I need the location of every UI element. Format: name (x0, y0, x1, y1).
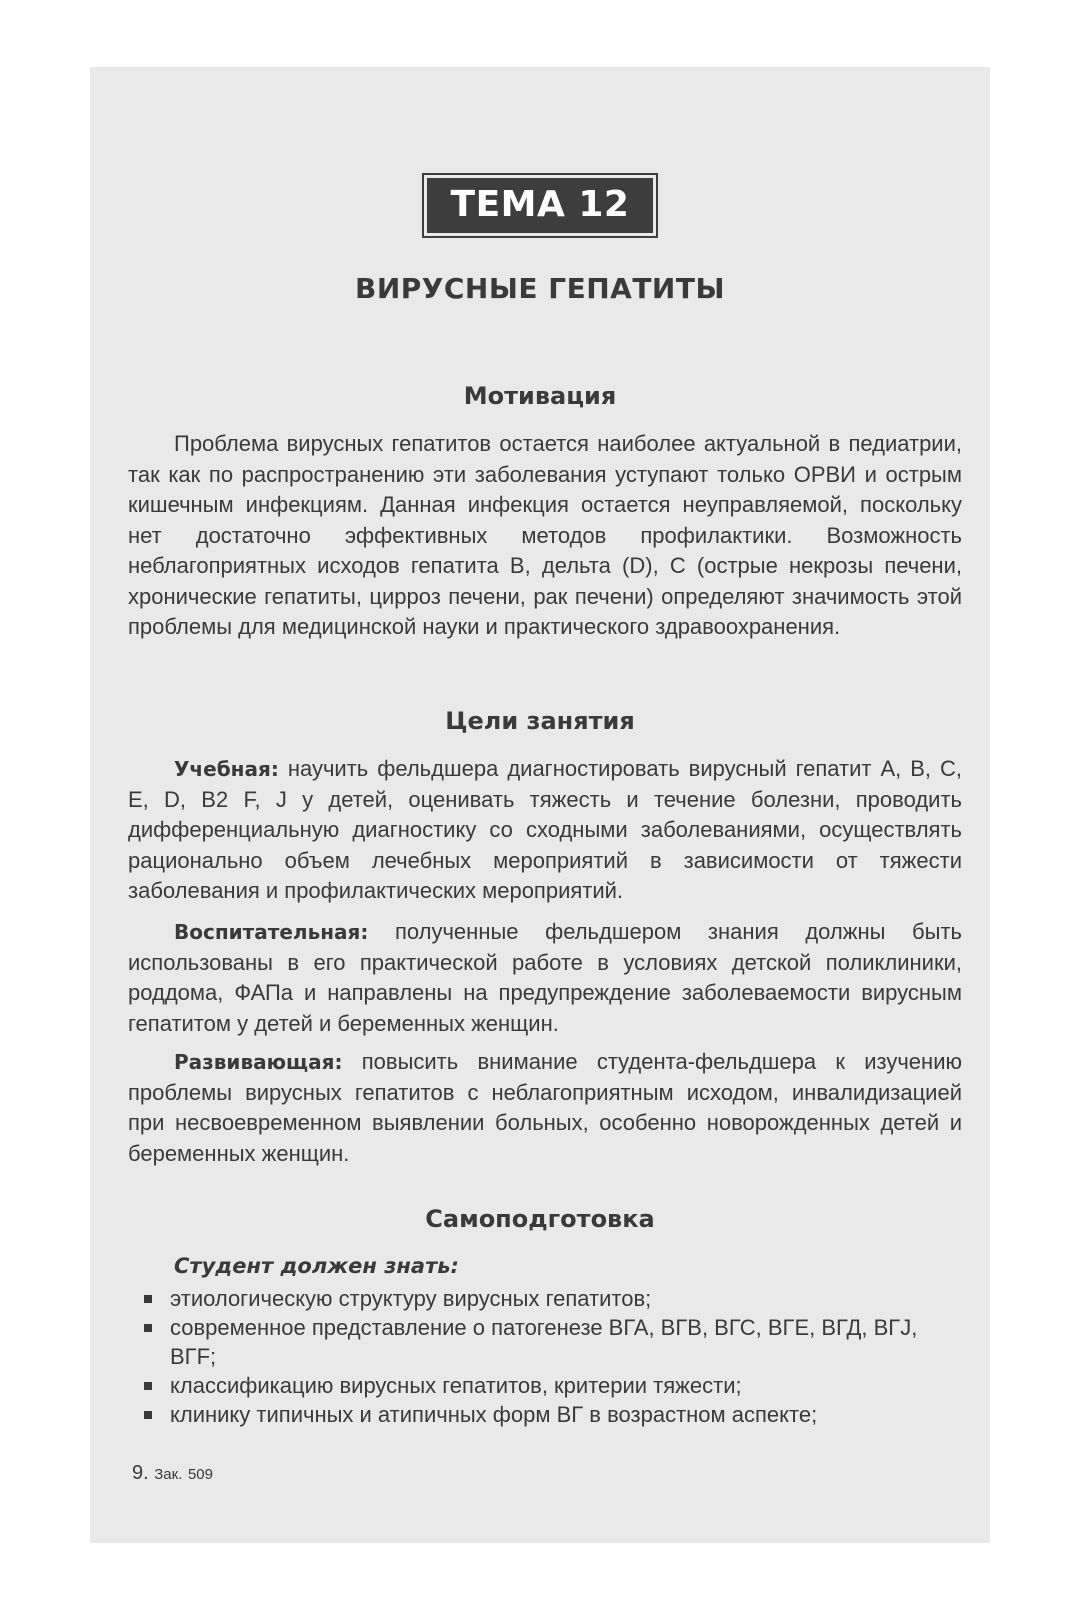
page-title: ВИРУСНЫЕ ГЕПАТИТЫ (355, 272, 725, 305)
goal-upbringing-text: полученные фельдшером знания должны быть использованы в его практической работе в условиях детской поликлиники, роддома, ФАПа и направлены на предупреждение заболеваемости вирусным гепатитом у детей и беременных женщин. (128, 919, 962, 1036)
footer-order: Зак. (154, 1466, 183, 1483)
list-item: современное представление о патогенезе ВГА, ВГВ, ВГС, ВГЕ, ВГД, ВГJ, ВГF; (128, 1313, 928, 1371)
footer-number: 509 (187, 1466, 213, 1483)
selfprep-subheading: Студент должен знать: (174, 1254, 459, 1278)
knowledge-list (128, 1284, 928, 1429)
topic-badge: ТЕМА 12 (424, 175, 657, 236)
goals-heading: Цели занятия (445, 707, 635, 735)
list-item: этиологическую структуру вирусных гепатитов; (128, 1284, 928, 1313)
page-footer (132, 1462, 213, 1485)
goal-educational-text: научить фельдшера диагностировать вирусный гепатит А, В, С, Е, D, В2 F, J у детей, оценивать тяжесть и течение болезни, проводить дифференциальную диагностику со сходными заболеваниями, осуществлять рационально объем лечебных мероприятий в зависимости от тяжести заболевания и профилактических мероприятий. (128, 756, 962, 903)
book-page (90, 67, 990, 1543)
goal-developing (128, 1047, 962, 1169)
list-item: клинику типичных и атипичных форм ВГ в возрастном аспекте; (128, 1400, 928, 1429)
list-item: классификацию вирусных гепатитов, критерии тяжести; (128, 1371, 928, 1400)
goal-developing-label: Развивающая: (174, 1050, 343, 1074)
goal-upbringing-label: Воспитательная: (174, 920, 369, 944)
goal-upbringing (128, 917, 962, 1039)
topic-badge-wrap (90, 175, 990, 236)
motivation-heading: Мотивация (463, 382, 617, 410)
goal-educational (128, 754, 962, 907)
footer-page: 9. (132, 1462, 149, 1484)
goal-educational-label: Учебная: (174, 757, 279, 781)
selfprep-heading: Самоподготовка (425, 1205, 655, 1233)
goal-developing-text: повысить внимание студента-фельдшера к изучению проблемы вирусных гепатитов с неблагоприятным исходом, инвалидизацией при несвоевременном выявлении больных, особенно новорожденных детей и беременных женщин. (128, 1049, 962, 1166)
motivation-paragraph: Проблема вирусных гепатитов остается наиболее актуальной в педиатрии, так как по распространению эти заболевания уступают только ОРВИ и острым кишечным инфекциям. Данная инфекция остается неуправляемой, поскольку нет достаточно эффективных методов профилактики. Возможность неблагоприятных исходов гепатита В, дельта (D), С (острые некрозы печени, хронические гепатиты, цирроз печени, рак печени) определяют значимость этой проблемы для медицинской науки и практического здравоохранения. (128, 431, 962, 639)
